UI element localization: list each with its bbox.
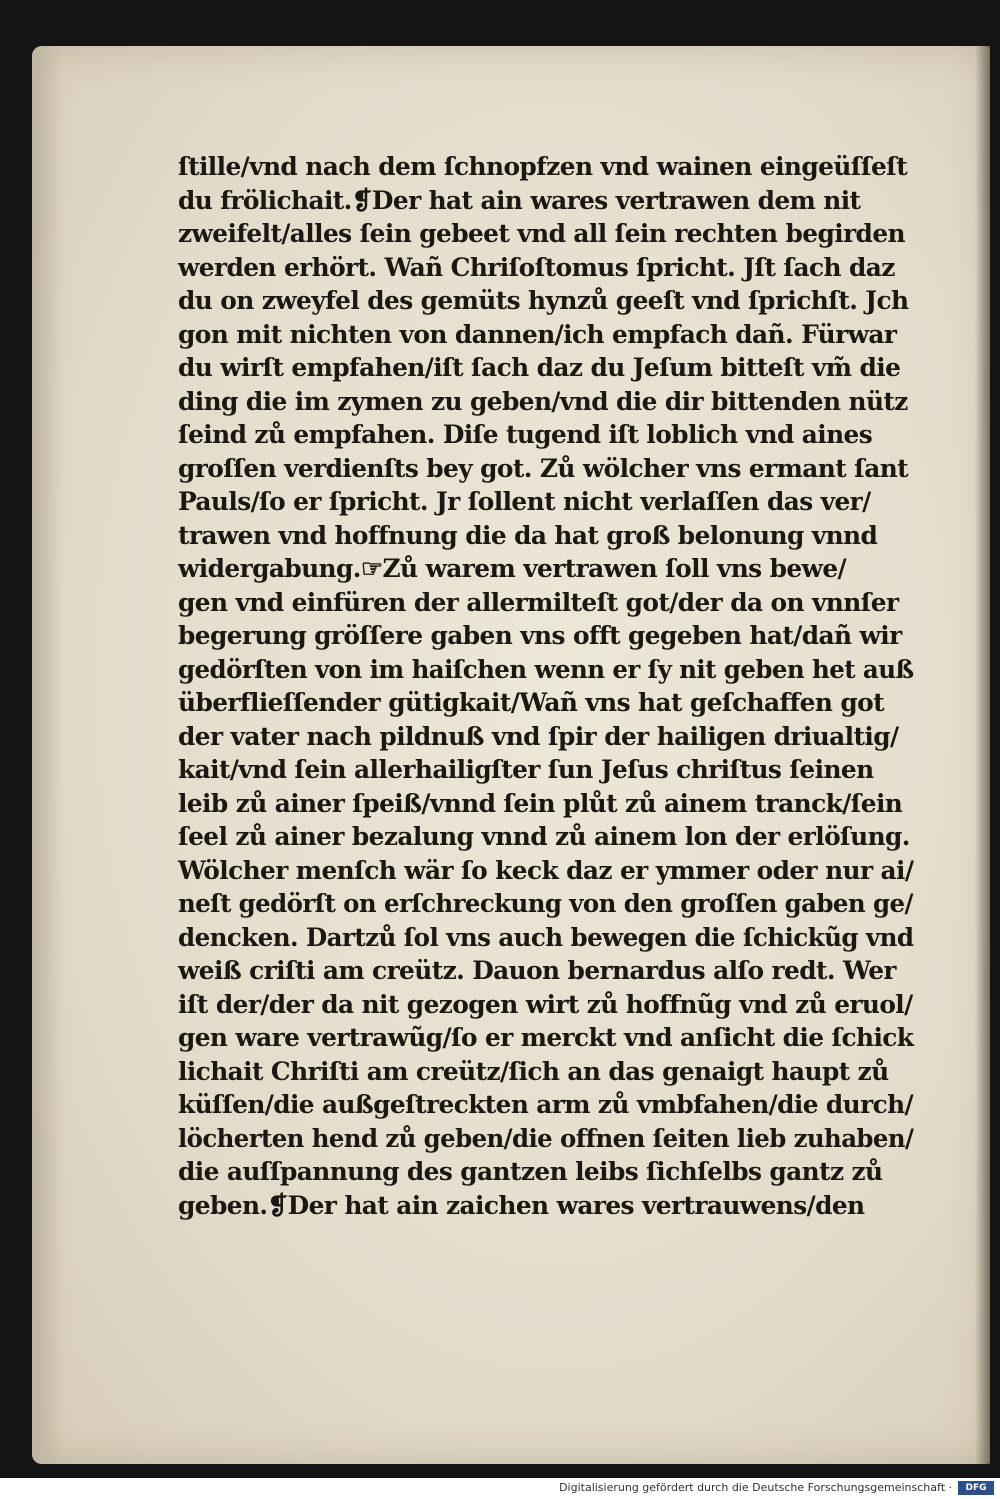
text-line: geben.❡Der hat ain zaichen wares vertrauwens/den bbox=[178, 1190, 865, 1220]
text-line: kait/vnd ſein allerhailigſter ſun Jeſus chriſtus ſeinen bbox=[178, 755, 874, 784]
text-line: überflieſſender gütigkait/Wañ vns hat geſchaffen got bbox=[178, 688, 884, 717]
text-line: dencken. Dartzů ſol vns auch bewegen die ſchickũg vnd bbox=[178, 922, 914, 952]
footer-bar bbox=[0, 1478, 1000, 1499]
text-line: iſt der/der da nit gezogen wirt zů hoffnũg vnd zů eruol/ bbox=[178, 989, 913, 1019]
text-line: werden erhört. Wañ Chriſoſtomus ſpricht. Jſt ſach daz bbox=[178, 252, 895, 282]
text-line: Pauls/ſo er ſpricht. Jr ſollent nicht verlaſſen das ver/ bbox=[178, 487, 871, 516]
text-line: weiß criſti am creütz. Dauon bernardus alſo redt. Wer bbox=[178, 956, 896, 985]
text-line: küſſen/die außgeſtreckten arm zů vmbfahen/die durch/ bbox=[178, 1090, 913, 1119]
digitization-credit: Digitalisierung gefördert durch die Deutsche Forschungsgemeinschaft · bbox=[559, 1481, 952, 1494]
page-gutter-shadow bbox=[32, 46, 62, 1464]
text-line: der vater nach pildnuß vnd ſpir der hailigen driualtig/ bbox=[178, 721, 899, 751]
text-line: neſt gedörſt on erſchreckung von den groſſen gaben ge/ bbox=[178, 889, 913, 918]
text-line: ſeind zů empfahen. Diſe tugend iſt loblich vnd aines bbox=[178, 420, 873, 449]
text-line: zweifelt/alles ſein gebeet vnd all ſein rechten begirden bbox=[178, 219, 905, 248]
text-line: widergabung.☞Zů warem vertrawen ſoll vns bewe/ bbox=[178, 554, 847, 583]
text-line: lichait Chriſti am creütz/ſich an das genaigt haupt zů bbox=[178, 1056, 889, 1086]
text-line: gedörſten von im haiſchen wenn er ſy nit geben het auß bbox=[178, 654, 914, 684]
text-line: leib zů ainer ſpeiß/vnnd ſein plůt zů ainem tranck/ſein bbox=[178, 788, 903, 818]
text-line: gon mit nichten von dannen/ich empfach dañ. Fürwar bbox=[178, 319, 897, 349]
text-line: du frölichait.❡Der hat ain wares vertrawen dem nit bbox=[178, 185, 861, 215]
text-line: ſeel zů ainer bezalung vnnd zů ainem lon der erlöſung. bbox=[178, 822, 910, 851]
text-line: begerung gröſſere gaben vns offt gegeben hat/dañ wir bbox=[178, 621, 902, 650]
text-line: trawen vnd hoffnung die da hat groß belonung vnnd bbox=[178, 520, 878, 550]
text-line: gen vnd einfüren der allermilteſt got/der da on vnnſer bbox=[178, 587, 899, 617]
text-line: Wölcher menſch wär ſo keck daz er ymmer oder nur ai/ bbox=[178, 855, 914, 885]
text-line: ſtille/vnd nach dem ſchnopfzen vnd wainen eingeüſſeſt bbox=[178, 152, 908, 181]
text-line: du wirſt empfahen/iſt ſach daz du Jeſum bitteſt vm̃ die bbox=[178, 353, 901, 382]
text-line: ding die im zymen zu geben/vnd die dir bittenden nütz bbox=[178, 386, 908, 416]
text-line: gen ware vertrawũg/ſo er merckt vnd anſicht die ſchick bbox=[178, 1023, 914, 1052]
text-line: die auſſpannung des gantzen leibs ſichſelbs gantz zů bbox=[178, 1157, 883, 1186]
text-line: du on zweyfel des gemüts hynzů geeſt vnd ſprichſt. Jch bbox=[178, 286, 909, 315]
printed-text-block bbox=[178, 150, 918, 1222]
text-line: groſſen verdienſts bey got. Zů wölcher vns ermant ſant bbox=[178, 453, 909, 483]
text-line: löcherten hend zů geben/die offnen ſeiten lieb zuhaben/ bbox=[178, 1123, 914, 1153]
dfg-logo: DFG bbox=[958, 1481, 994, 1495]
page-right-edge bbox=[975, 46, 990, 1464]
